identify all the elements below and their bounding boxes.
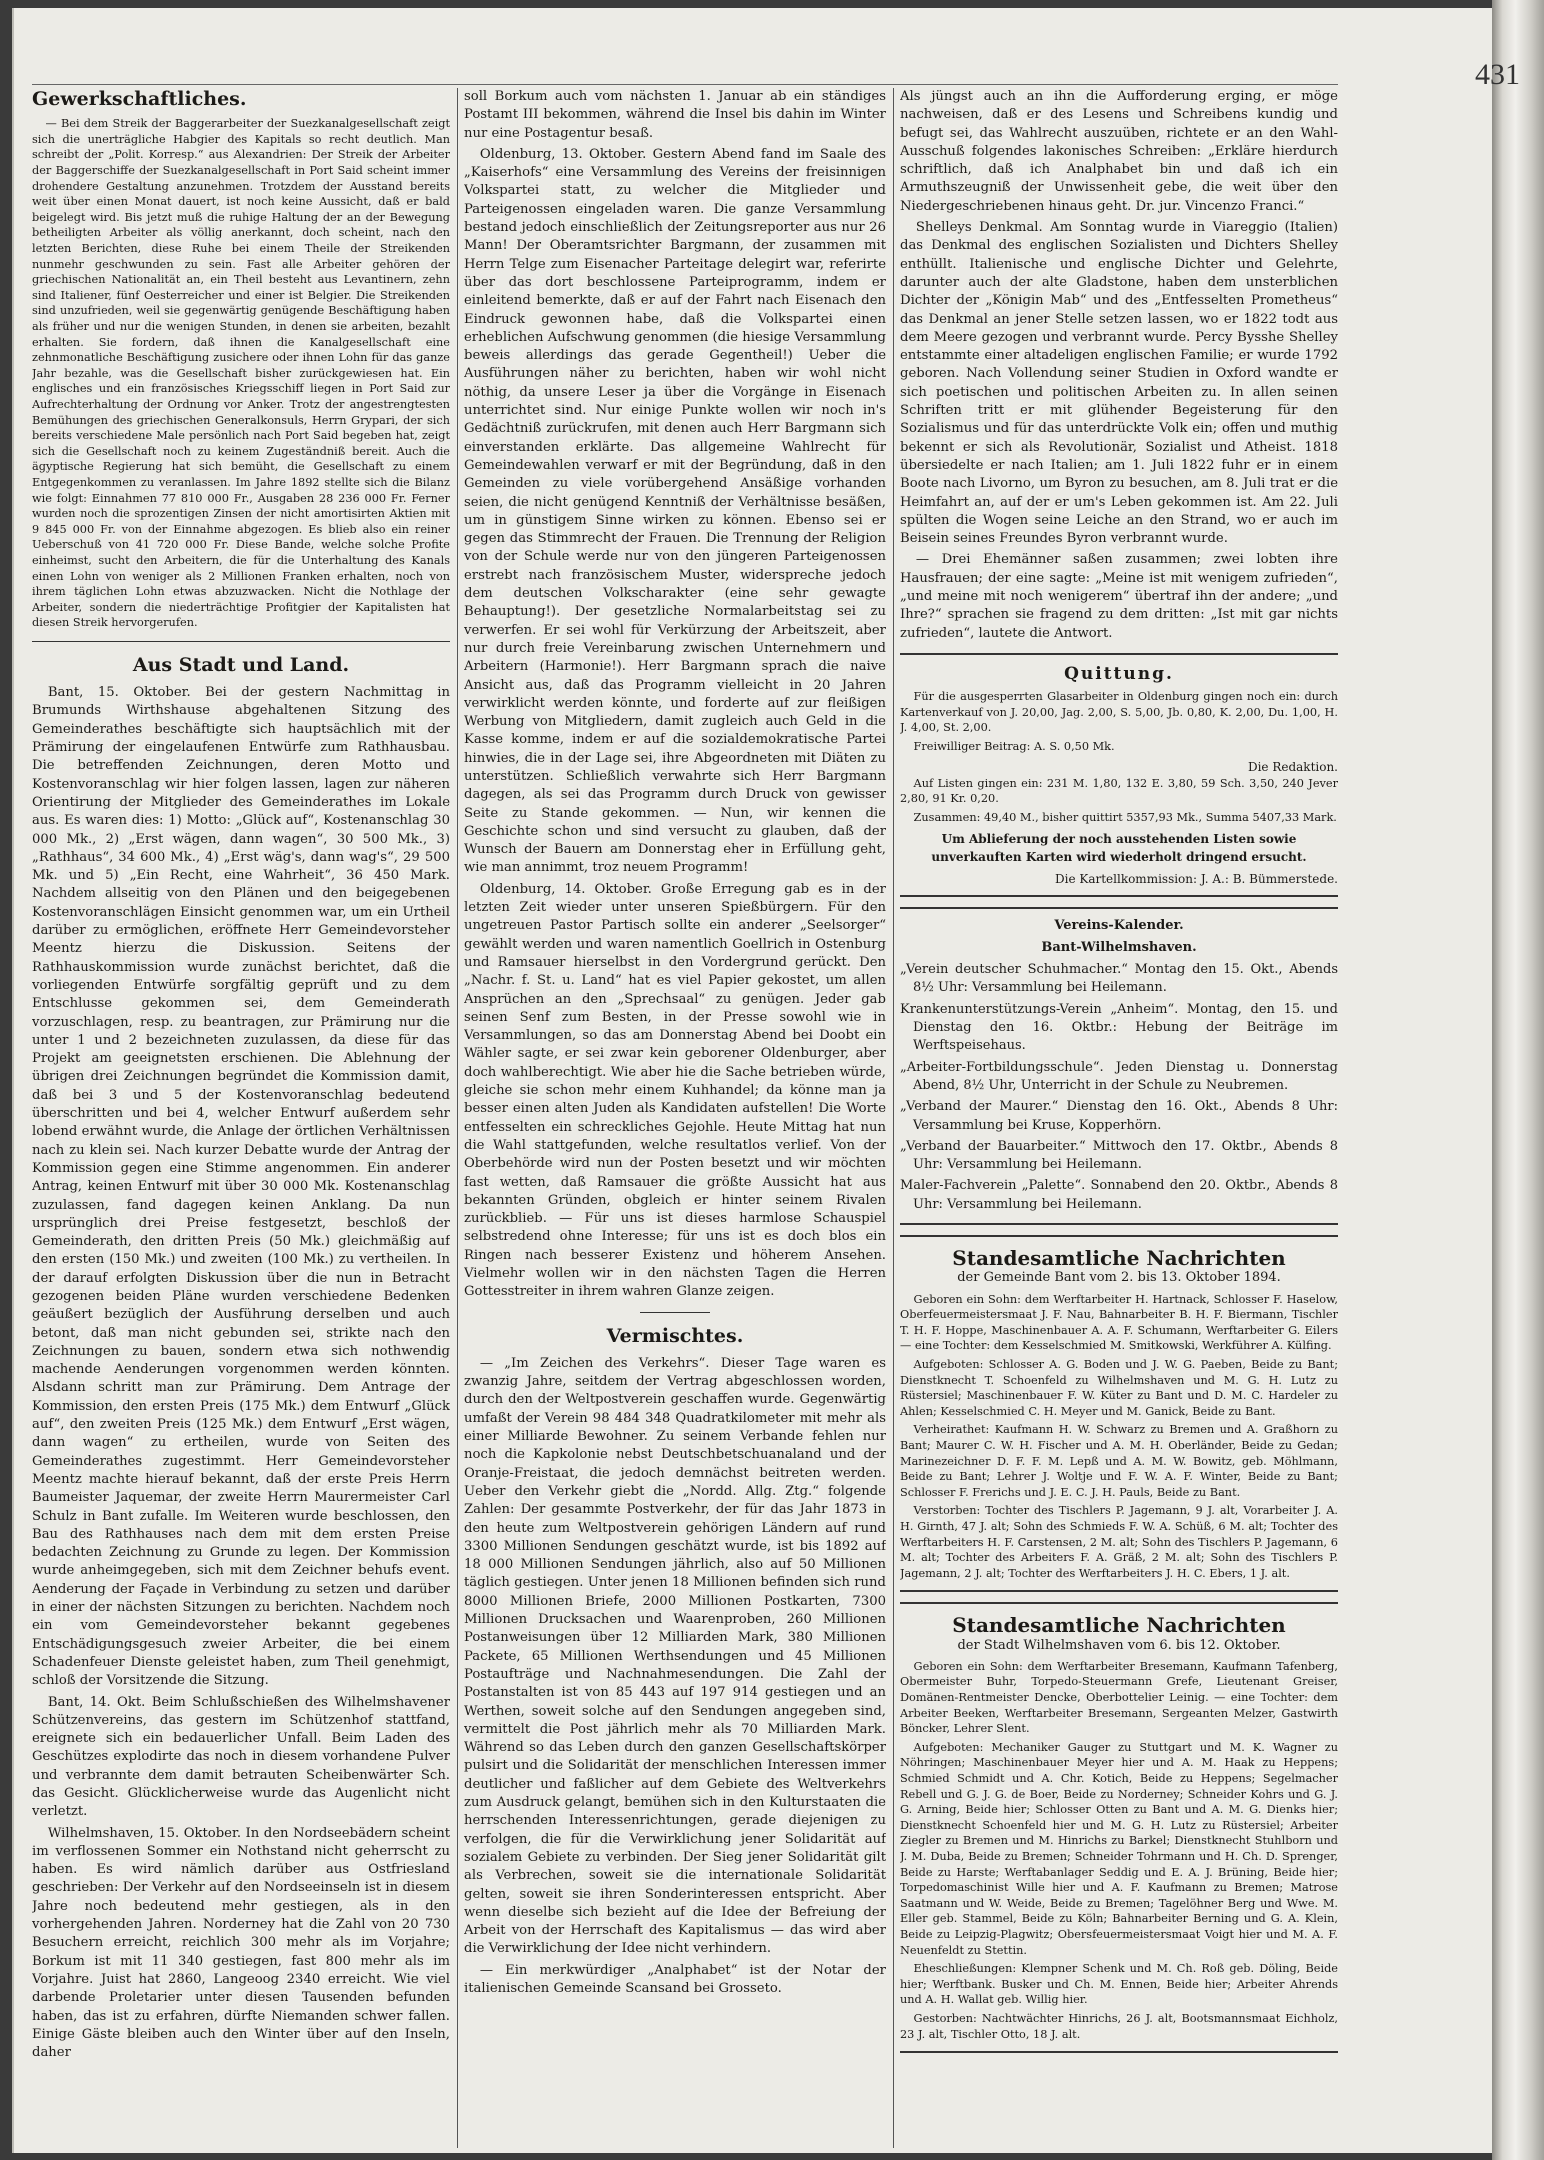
standesamt-gestorben: Gestorben: Nachtwächter Hinrichs, 26 J. alt, Bootsmannsmaat Eichholz, 23 J. alt, Tischler Otto, 18 J. alt. [900, 2011, 1338, 2041]
section-heading-gewerkschaftliches: Gewerkschaftliches. [32, 88, 247, 110]
article-oldenburg-14: Oldenburg, 14. Oktober. Große Erregung gab es in der letzten Zeit wieder unter unseren Spießbürgern. Für den ungetreuen Pastor Partisch sollte ein anderer „Seelsorger“ gewählt werden und waren namentlich Goellrich in Ostenburg und Ramsauer hierselbst in den Vordergrund gerückt. Den „Nachr. f. St. u. Land“ hat es viel Papier gekostet, um allen Ansprüchen an den „Sprechsaal“ zu genügen. Jeder gab seinen Senf zum Besten, in der Presse sowohl wie in Versammlungen, so das am Donnerstag Abend bei Doobt ein Wähler sagte, er sei zwar kein geborener Oldenburger, aber doch wahlberechtigt. Wie aber hie die Sache betrieben würde, gleiche sie schon mehr einem Kuhhandel; da könne man ja besser einen alten Juden als Kandidaten aufstellen! Die Worte entfesselten ein schreckliches Gejohle. Heute Mittag hat nun die Wahl stattgefunden, welche resultatlos verlief. Von der Oberbehörde wird nun der Posten besetzt und wir möchten fast wetten, daß Ramsauer die größte Aussicht hat aus bekannten Gründen, obgleich er hinter seinem Rivalen zurückblieb. — Für uns ist dieses harmlose Schauspiel selbstredend ohne Interesse; für uns ist es doch blos ein Ringen nach besserer Existenz und höherem Ansehen. Vielmehr wollen wir in den nächsten Tagen die Herren Gottesstreiter in ihrem wahren Glanze zeigen. [464, 881, 886, 1300]
article-analphabet-cont: Als jüngst auch an ihn die Aufforderung erging, er möge nachweisen, daß er des Lesens und Schreibens kundig und befugt sei, das Wahlrecht auszuüben, richtete er an den Wahl-Ausschuß folgendes lakonisches Schreiben: „Erkläre hierdurch schriftlich, daß ich Analphabet bin und daß ich ein Armuthszeugniß der Unwissenheit gebe, die weit über den Niedergeschriebenen hinaus geht. Dr. jur. Vincenzo Franci.“ [900, 89, 1338, 214]
article-wilhelmshaven: Wilhelmshaven, 15. Oktober. In den Nordseebädern scheint im verflossenen Sommer ein Nothstand nicht geherrscht zu haben. Es wird nämlich darüber aus Ostfriesland geschrieben: Der Verkehr auf den Nordseeinseln ist in diesem Jahre noch bedeutend mehr gestiegen, als in den vorhergehenden Jahren. Norderney hat die Zahl von 20 730 Besuchern erreicht, reichlich 300 mehr als im Vorjahre; Borkum ist mit 11 340 gestiegen, fast 800 mehr als im Vorjahre. Juist hat 2860, Langeoog 2340 erreicht. Wie viel darbende Proletarier unter diesen Tausenden befunden haben, das ist zu erfahren, dürfte Niemanden schwer fallen. Einige Gäste bleiben auch den Winter über auf den Inseln, daher [32, 1825, 450, 2061]
quittung-text: Auf Listen gingen ein: 231 M. 1,80, 132 E. 3,80, 59 Sch. 3,50, 240 Jever 2,80, 91 Kr. 0,20. [900, 776, 1338, 806]
article-bant-15: Bant, 15. Oktober. Bei der gestern Nachmittag in Brumunds Wirthshause abgehaltenen Sitzung des Gemeinderathes beschäftigte sich hauptsächlich mit der Prämirung der eingelaufenen Entwürfe zum Rathhausbau. Die betreffenden Zeichnungen, deren Motto und Kostenvoranschlag wir hier folgen lassen, lagen zur näheren Orientirung der Mitglieder des Gemeinderathes im Lokale aus. Es waren dies: 1) Motto: „Glück auf“, Kostenanschlag 30 000 Mk., 2) „Erst wägen, dann wagen“, 30 500 Mk., 3) „Rathhaus“, 34 600 Mk., 4) „Erst wäg's, dann wag's“, 29 500 Mk. und 5) „Ein Recht, eine Wahrheit“, 36 450 Mark. Nachdem allseitig von den Plänen und den beigegebenen Kostenvoranschlägen Einsicht genommen war, um ein Urtheil darüber zu ermöglichen, eröffnete Herr Gemeindevorsteher Meentz hierzu die Diskussion. Seitens der Rathhauskommission wurde zunächst berichtet, daß die vorliegenden Entwürfe sorgfältig geprüft und zu dem Entschlusse gekommen sei, dem Gemeinderath vorzuschlagen, resp. zu beantragen, zur Prämirung nur die unter 1 und 2 bezeichneten zuzulassen, da diese für das Projekt am geeignetsten erschienen. Die Ablehnung der übrigen drei Zeichnungen begründet die Kommission damit, daß bei 3 und 5 der Kostenvoranschlag bedeutend überschritten und bei 4, welcher Entwurf außerdem sehr lobend erwähnt wurde, die Anlage der örtlichen Verhältnissen nach zu klein sei. Nach kurzer Debatte wurde der Antrag der Kommission gegen eine Stimme angenommen. Ein anderer Antrag, keinen Entwurf mit über 30 000 Mk. Kostenanschlag zuzulassen, fand dagegen keinen Anklang. Da nun ursprünglich drei Preise festgesetzt, beschloß der Gemeinderath, den dritten Preis (50 Mk.) gleichmäßig auf den ersten (150 Mk.) und zweiten (100 Mk.) zu vertheilen. In der darauf erfolgten Diskussion über die nun in Betracht gezogenen beiden Pläne wurden verschiedene Bedenken geäußert bezüglich der Ausführung derselben und auch betont, daß man nicht gebunden sei, strikte nach den Zeichnungen zu bauen, sondern etwa sich nothwendig machende Aenderungen vorgenommen werden könnten. Alsdann schritt man zur Prämirung. Dem Antrage der Kommission, den ersten Preis (175 Mk.) dem Entwurf „Glück auf“, den zweiten Preis (125 Mk.) dem Entwurf „Erst wägen, dann wagen“ zu ertheilen, wurde von Seiten des Gemeinderathes zugestimmt. Herr Gemeindevorsteher Meentz machte hierauf bekannt, daß der erste Preis Herrn Baumeister Jaquemar, der zweite Herrn Maurermeister Carl Schulz in Bant zufalle. Im Weiteren wurde beschlossen, den Bau des Rathhauses nach dem mit dem ersten Preise bedachten Zeichnung zu Grunde zu legen. Der Kommission wurde anheimgegeben, sich mit dem Zeichner behufs event. Aenderung der Façade in Verbindung zu setzen und darüber in einer der nächsten Sitzungen zu berichten. Nachdem noch ein vom Gemeindevorsteher bekannt gegebenes Entschädigungsgesuch zweier Arbeiter, die bei einem Schadenfeuer Dienste geleistet haben, zum Theil genehmigt, schloß der Vorsitzende die Sitzung. [32, 685, 450, 1689]
article-shelleys-denkmal: Shelleys Denkmal. Am Sonntag wurde in Viareggio (Italien) das Denkmal des englischen Sozialisten und Dichters Shelley enthüllt. Italienische und englische Dichter und Gelehrte, darunter auch der alte Gladstone, haben dem unsterblichen Dichter der „Königin Mab“ und des „Entfesselten Prometheus“ das Denkmal an jener Stelle setzen lassen, wo er 1822 todt aus dem Meere gezogen und verbrannt wurde. Percy Bysshe Shelley entstammte einer altadeligen englischen Familie; er wurde 1792 geboren. Nach Vollendung seiner Studien in Oxford wandte er sich poetischen und politischen Arbeiten zu. In allen seinen Schriften tritt er mit glühender Begeisterung für den Sozialismus und für das unterdrückte Volk ein; offen und muthig bekennt er sich als Revolutionär, Sozialist und Atheist. 1818 übersiedelte er nach Italien; am 1. Juli 1822 fuhr er in einem Boote nach Livorno, um Byron zu besuchen, am 8. Juli trat er die Heimfahrt an, auf der er um's Leben gekommen ist. Am 22. Juli spülten die Wogen seine Leiche an den Strand, wo er auch im Beisein seines Freundes Byron verbrannt wurde. [900, 220, 1338, 547]
calendar-entry: „Verband der Bauarbeiter.“ Mittwoch den 17. Oktbr., Abends 8 Uhr: Versammlung bei Heilemann. [900, 1138, 1338, 1173]
newspaper-page [12, 8, 1492, 2153]
calendar-entry: „Verein deutscher Schuhmacher.“ Montag den 15. Okt., Abends 8½ Uhr: Versammlung bei Heilemann. [900, 962, 1338, 996]
quittung-signature: Die Redaktion. [1247, 759, 1338, 774]
article-analphabet: — Ein merkwürdiger „Analphabet“ ist der Notar der italienischen Gemeinde Scansand bei Grosseto. [464, 1962, 886, 1996]
page-number: 431 [1475, 58, 1520, 91]
vereins-kalender-title: Vereins-Kalender. [1054, 917, 1184, 933]
column-rule [893, 88, 894, 2148]
standesamt-title: Standesamtliche Nachrichten [952, 1246, 1286, 1270]
column-3 [900, 88, 1338, 2148]
standesamt-aufgeboten: Aufgeboten: Mechaniker Gauger zu Stuttgart und M. K. Wagner zu Nöhringen; Maschinenbauer Meyer hier und A. M. Haak zu Heppens; Schmied Schmidt und A. Chr. Kotich, Beide zu Heppens; Segelmacher Rebell und G. J. G. de Boer, Beide zu Norderney; Schneider Kohrs und G. J. G. Arning, Beide hier; Schlosser Otten zu Bant und A. M. G. Dienks hier; Dienstknecht Schoenfeld hier und M. G. H. Lutz zu Rüstersiel; Arbeiter Ziegler zu Bremen und M. Hinrichs zu Barkel; Dienstknecht Stuhlborn und J. M. Duba, Beide zu Bremen; Schneider Tohrmann und H. Ch. D. Sprenger, Beide zu Harste; Werftabanlager Seddig und E. A. J. Brüning, Beide hier; Torpedomaschinist Wille hier und A. F. Kaufmann zu Bremen; Matrose Saatmann und W. Weide, Beide zu Bremen; Tagelöhner Berg und Wwe. M. Eller geb. Stammel, Beide zu Köln; Bahnarbeiter Berning und G. A. Klein, Beide zu Leipzig-Plagwitz; Obersfeuermeistersmaat Voigt hier und M. A. F. Neuenfeldt zu Stettin. [900, 1740, 1338, 1957]
quittung-title: Quittung. [1064, 663, 1174, 684]
calendar-entry: „Verband der Maurer.“ Dienstag den 16. Okt., Abends 8 Uhr: Versammlung bei Kruse, Kopperhörn. [900, 1099, 1338, 1133]
column-1 [32, 88, 450, 2148]
quittung-signature: Die Kartellkommission: J. A.: B. Bümmerstede. [1054, 872, 1338, 887]
article-bant-14: Bant, 14. Okt. Beim Schlußschießen des Wilhelmshavener Schützenvereins, das gestern im Schützenhof stattfand, ereignete sich ein bedauerlicher Unfall. Beim Laden des Geschützes explodirte das noch in diesem vorhandene Pulver und verbrannte dem damit betrauten Scheibenwärter Sch. das Gesicht. Glücklicherweise wurde das Augenlicht nicht verletzt. [32, 1694, 450, 1820]
standesamt-title: Standesamtliche Nachrichten [952, 1613, 1286, 1638]
column-rule [457, 88, 458, 2148]
standesamt-subtitle: der Stadt Wilhelmshaven vom 6. bis 12. Oktober. [957, 1637, 1281, 1653]
quittung-notice: Um Ablieferung der noch ausstehenden Listen sowie unverkauften Karten wird wiederholt dringend ersucht. [931, 831, 1307, 864]
binding-spine [1492, 0, 1544, 2160]
article-drei-ehemaenner: — Drei Ehemänner saßen zusammen; zwei lobten ihre Hausfrauen; der eine sagte: „Meine ist mit wenigem zufrieden“, „und meine mit noch wenigerem“ übertraf ihn der andere; „und Ihre?“ sprachen sie fragend zu dem dritten: „Ist mit gar nichts zufrieden“, lautete die Antwort. [900, 552, 1338, 641]
vereins-kalender-box [900, 907, 1338, 1225]
article-streik: — Bei dem Streik der Baggerarbeiter der Suezkanalgesellschaft zeigt sich die unerträgliche Habgier des Kapitals so recht deutlich. Man schreibt der „Polit. Korresp.“ aus Alexandrien: Der Streik der Arbeiter der Baggerschiffe der Suezkanalgesellschaft in Port Said scheint immer drohendere Gestaltung anzunehmen. Trotzdem der Ausstand bereits weit über einen Monat dauert, ist noch keine Aussicht, daß er bald beigelegt wird. Bis jetzt muß die ruhige Haltung der an der Bewegung betheiligten Arbeiter als völlig anerkannt, doch scheint, nach den letzten Berichten, diese Ruhe bei einem Theile der Streikenden nunmehr geschwunden zu sein. Fast alle Arbeiter gehören der griechischen Nationalität an, ein Theil besteht aus Levantinern, zehn sind Italiener, fünf Oesterreicher und einer ist Belgier. Die Streikenden sind unzufrieden, weil sie gegenwärtig genügende Beschäftigung haben als früher und nur die wenigen Stunden, in denen sie arbeiten, bezahlt erhalten. Sie fordern, daß ihnen die Kanalgesellschaft eine zehnmonatliche Beschäftigung zusichere oder ihnen Lohn für das ganze Jahr bezahle, was die Gesellschaft bisher zurückgewiesen hat. Ein englisches und ein französisches Kriegsschiff liegen in Port Said zur Aufrechterhaltung der Ordnung vor Anker. Trotz der angestrengtesten Bemühungen des griechischen Generalkonsuls, Herrn Grypari, der sich bereits verschiedene Male persönlich nach Port Said begeben hat, zeigt sich die Gesellschaft noch zu keinem Zugeständniß bereit. Auch die ägyptische Regierung hat sich bemüht, die Gesellschaft zu einem Entgegenkommen zu veranlassen. Im Jahre 1892 stellte sich die Bilanz wie folgt: Einnahmen 77 810 000 Fr., Ausgaben 28 236 000 Fr. Ferner wurden noch die sprozentigen Zinsen der nicht amortisirten Aktien mit 9 845 000 Fr. von der Einnahme abgezogen. Es blieb also ein reiner Ueberschuß von 41 720 000 Fr. Diese Bande, welche solche Profite einheimst, sucht den Arbeitern, die für die Unterhaltung des Kanals einen Lohn von weniger als 2 Millionen Franken erhalten, noch von ihrem täglichen Lohn etwas abzuzwacken. Nicht die Nothlage der Arbeiter, sondern die niederträchtige Profitgier der Kapitalisten hat diesen Streik hervorgerufen. [32, 117, 450, 630]
calendar-entry: „Arbeiter-Fortbildungsschule“. Jeden Dienstag u. Donnerstag Abend, 8½ Uhr, Unterricht in der Schule zu Neubremen. [900, 1059, 1338, 1093]
article-zeichen-des-verkehrs: — „Im Zeichen des Verkehrs“. Dieser Tage waren es zwanzig Jahre, seitdem der Vertrag abgeschlossen worden, durch den der Weltpostverein geschaffen wurde. Gegenwärtig umfaßt der Verein 98 484 348 Quadratkilometer mit mehr als einer Milliarde Bewohner. Zu seinem Verbande fehlen nur noch die Kapkolonie nebst Deutschbetschuanaland und der Oranje-Freistaat, die jedoch demnächst beitreten werden. Ueber den Verkehr giebt die „Nordd. Allg. Ztg.“ folgende Zahlen: Der gesammte Postverkehr, der für das Jahr 1873 in den heute zum Weltpostverein gehörigen Ländern auf rund 3300 Millionen Sendungen geschätzt wurde, ist bis 1892 auf 18 000 Millionen Sendungen jährlich, also auf 50 Millionen täglich gestiegen. Unter jenen 18 Millionen befinden sich rund 8000 Millionen Briefe, 2000 Millionen Postkarten, 7300 Millionen Drucksachen und Waarenproben, 260 Millionen Postanweisungen über 12 Milliarden Mark, 380 Millionen Packete, 65 Millionen Werthsendungen und 45 Millionen Postaufträge und Nachnahmesendungen. Die Zahl der Postanstalten ist von 85 443 auf 197 914 gestiegen und an Werthen, soweit solche auf den Sendungen angegeben sind, vermittelt die Post jährlich mehr als 70 Milliarden Mark. Während so das Leben durch den ganzen Gesellschaftskörper pulsirt und die Solidarität der menschlichen Interessen immer deutlicher und faßlicher auf dem Gebiete des Weltverkehrs zum Ausdruck gelangt, bemühen sich in den Kulturstaaten die herrschenden Interessenrichtungen, gerade diejenigen zu verfolgen, die für die Verwirklichung jener Solidarität auf sozialem Gebiete zu verbinden. Der Sieg jener Solidarität gilt als Verbrechen, soweit sie die internationale Solidarität gelten, soweit sie ihren Sonderinteressen entspricht. Aber wenn dieselbe sich bezieht auf die Idee der Befreiung der Arbeit von der Herrschaft des Kapitalismus — das wird aber die Verwirklichung der Idee nicht verhindern. [464, 1355, 886, 1957]
standesamt-geboren: Geboren ein Sohn: dem Werftarbeiter Bresemann, Kaufmann Tafenberg, Obermeister Buhr, Torpedo-Steuermann Grefe, Lieutenant Greiser, Domänen-Rentmeister Dencke, Oberbottelier Leinig. — eine Tochter: dem Arbeiter Beeken, Werftarbeiter Bresemann, Sergeanten Melzer, Gastwirth Böncker, Lehrer Slent. [900, 1659, 1338, 1736]
quittung-box [900, 653, 1338, 897]
standesamt-verheirathet: Verheirathet: Kaufmann H. W. Schwarz zu Bremen und A. Graßhorn zu Bant; Maurer C. W. H. Fischer und A. M. H. Oberländer, Beide zu Gedan; Marinezeichner D. F. F. M. Lepß und A. M. W. Bowitz, geb. Möhlmann, Beide zu Bant; Lehrer J. Woltje und F. W. A. F. Winter, Beide zu Bant; Schlosser F. Frerichs und J. E. C. J. H. Pauls, Beide zu Bant. [900, 1423, 1338, 1499]
quittung-text: Für die ausgesperrten Glasarbeiter in Oldenburg gingen noch ein: durch Kartenverkauf von J. 20,00, Jag. 2,00, S. 5,00, Jb. 0,80, K. 2,00, Du. 1,00, H. J. 4,00, St. 2,00. [900, 690, 1338, 735]
standesamt-eheschliessungen: Eheschließungen: Klempner Schenk und M. Ch. Roß geb. Döling, Beide hier; Werftbank. Busker und Ch. M. Ennen, Beide hier; Arbeiter Ahrends und A. H. Wallat geb. Willig hier. [900, 1962, 1338, 2007]
standesamt-geboren: Geboren ein Sohn: dem Werftarbeiter H. Hartnack, Schlosser F. Haselow, Oberfeuermeistersmaat J. F. Nau, Bahnarbeiter B. H. F. Biermann, Tischler T. H. F. Hoppe, Maschinenbauer A. A. F. Schumann, Werftarbeiter G. Eilers — eine Tochter: dem Kesselschmied M. Smitkowski, Werkführer A. Külfing. [900, 1292, 1338, 1353]
vereins-kalender-subtitle: Bant-Wilhelmshaven. [1041, 939, 1197, 955]
calendar-entry: Maler-Fachverein „Palette“. Sonnabend den 20. Oktbr., Abends 8 Uhr: Versammlung bei Heilemann. [900, 1178, 1338, 1212]
standesamt-aufgeboten: Aufgeboten: Schlosser A. G. Boden und J. W. G. Paeben, Beide zu Bant; Dienstknecht T. Schoenfeld zu Wilhelmshaven und M. G. H. Lutz zu Rüstersiel; Maschinenbauer F. W. Küter zu Bant und D. M. C. Hardeler zu Ahlen; Kesselschmied C. H. Meyer und M. Ganick, Beide zu Bant. [900, 1357, 1338, 1418]
standesamt-wilhelmshaven-box [900, 1602, 1338, 2053]
standesamt-subtitle: der Gemeinde Bant vom 2. bis 13. Oktober 1894. [957, 1270, 1281, 1286]
section-heading-stadt-und-land: Aus Stadt und Land. [132, 653, 350, 676]
article-oldenburg-13: Oldenburg, 13. Oktober. Gestern Abend fand im Saale des „Kaiserhofs“ eine Versammlung des Vereins der freisinnigen Volkspartei statt, zu welcher die Mitglieder und Parteigenossen eingeladen waren. Die ganze Versammlung bestand jedoch einschließlich der Zeitungsreporter aus nur 26 Mann! Der Oberamtsrichter Bargmann, der zusammen mit Herrn Telge zum Eisenacher Parteitage delegirt war, referirte über das dort beschlossene Parteiprogramm, indem er einleitend bemerkte, daß er auf der Fahrt nach Eisenach den Eindruck gewonnen habe, daß die Volkspartei einen erheblichen Aufschwung genommen (die hiesige Versammlung beweis allerdings das gerade Gegentheil!) Ueber die Ausführungen näher zu berichten, haben wir wohl nicht nöthig, da unsere Leser ja über die Vorgänge in Eisenach unterrichtet sind. Nur einige Punkte wollen wir noch in's Gedächtniß zurückrufen, mit denen auch Herr Bargmann sich einverstanden erklärte. Das allgemeine Wahlrecht für Gemeindewahlen verwarf er mit der Begründung, daß in den Gemeinden zu viele vorübergehend Ansäßige vorhanden seien, die nicht genügend Kenntniß der Verhältnisse besäßen, um in günstigem Sinne wirken zu können. Ebenso sei er gegen das Stimmrecht der Frauen. Die Trennung der Religion von der Schule werde nur von den jüngeren Parteigenossen erstrebt nach französischem Muster, widerspreche jedoch dem deutschen Volkscharakter (eine sehr gewagte Behauptung!). Der gesetzliche Normalarbeitstag sei zu verwerfen. Er sei wohl für Verkürzung der Arbeitszeit, aber nur durch freie Vereinbarung zwischen Unternehmern und Arbeitern (Harmonie!). Herr Bargmann sprach die naive Ansicht aus, daß das Programm vielleicht in 20 Jahren verwirklicht werden könnte, und forderte auf zur fleißigen Werbung von Mitgliedern, damit zugleich auch Geld in die Kasse komme, indem er auf die sozialdemokratische Partei hinwies, die in der Lage sei, ihre Abgeordneten mit Diäten zu unterstützen. Schließlich verwahrte sich Herr Bargmann dagegen, als sei das Programm durch Druck von gewisser Seite zu Stande gekommen. — Nun, wir kennen die Geschichte schon und sind versucht zu glauben, daß der Wunsch der Bauern am Donnerstag eher in Erfüllung geht, wie man annimmt, troz neuem Programm! [464, 146, 886, 876]
quittung-text: Freiwilliger Beitrag: A. S. 0,50 Mk. [913, 739, 1115, 753]
standesamt-verstorben: Verstorben: Tochter des Tischlers P. Jagemann, 9 J. alt, Vorarbeiter J. A. H. Girnth, 47 J. alt; Sohn des Schmieds F. W. A. Schüß, 6 M. alt; Tochter des Werftarbeiters H. F. Carstensen, 2 M. alt; Sohn des Tischlers P. Jagemann, 6 M. alt; Tochter des Arbeiters F. A. Gräß, 2 M. alt; Sohn des Tischlers P. Jagemann, 2 J. alt; Tochter des Werftarbeiters J. H. C. Ebers, 1 J. alt. [900, 1504, 1338, 1580]
column-2 [464, 88, 886, 2148]
quittung-text: Zusammen: 49,40 M., bisher quittirt 5357,93 Mk., Summa 5407,33 Mark. [913, 811, 1337, 825]
standesamt-bant-box [900, 1235, 1338, 1592]
divider [640, 1312, 710, 1313]
section-heading-vermischtes: Vermischtes. [606, 1324, 744, 1347]
header-rule [32, 84, 1338, 85]
divider [32, 641, 450, 642]
calendar-entry: Krankenunterstützungs-Verein „Anheim“. Montag, den 15. und Dienstag den 16. Oktbr.: Hebung der Beiträge im Werftspeisehaus. [900, 1001, 1338, 1054]
article-borkum-cont: soll Borkum auch vom nächsten 1. Januar ab ein ständiges Postamt III bekommen, während die Insel bis dahin im Winter nur eine Postagentur besaß. [464, 89, 886, 141]
